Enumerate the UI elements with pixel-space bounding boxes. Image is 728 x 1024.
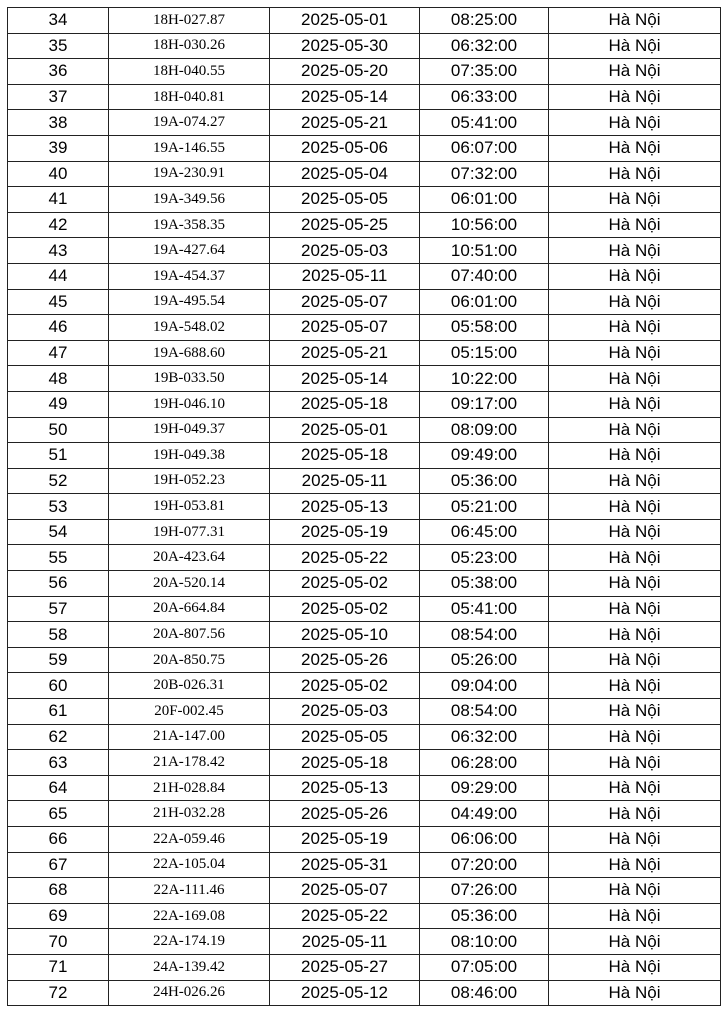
- license-plate-cell: 19H-049.38: [109, 443, 270, 469]
- violation-date-cell: 2025-05-19: [270, 827, 420, 853]
- violation-date-cell: 2025-05-21: [270, 110, 420, 136]
- license-plate-cell: 19A-454.37: [109, 263, 270, 289]
- violation-date-cell: 2025-05-25: [270, 212, 420, 238]
- table-row: [8, 443, 721, 469]
- license-plate-cell: 18H-027.87: [109, 8, 270, 34]
- row-number-cell: 62: [8, 724, 109, 750]
- table-row: [8, 417, 721, 443]
- violation-date-cell: 2025-05-01: [270, 8, 420, 34]
- license-plate-cell: 19B-033.50: [109, 366, 270, 392]
- violation-time-cell: 07:32:00: [420, 161, 549, 187]
- table-row: [8, 187, 721, 213]
- row-number-cell: 72: [8, 980, 109, 1006]
- violation-time-cell: 07:26:00: [420, 878, 549, 904]
- violation-date-cell: 2025-05-12: [270, 980, 420, 1006]
- violation-time-cell: 10:51:00: [420, 238, 549, 264]
- violation-time-cell: 06:32:00: [420, 33, 549, 59]
- violation-time-cell: 06:28:00: [420, 750, 549, 776]
- violation-time-cell: 06:01:00: [420, 187, 549, 213]
- violation-date-cell: 2025-05-26: [270, 801, 420, 827]
- table-row: [8, 699, 721, 725]
- row-number-cell: 49: [8, 391, 109, 417]
- table-row: [8, 263, 721, 289]
- violation-date-cell: 2025-05-06: [270, 135, 420, 161]
- row-number-cell: 39: [8, 135, 109, 161]
- violation-time-cell: 09:29:00: [420, 775, 549, 801]
- table-row: [8, 33, 721, 59]
- row-number-cell: 69: [8, 903, 109, 929]
- location-cell: Hà Nội: [549, 494, 721, 520]
- location-cell: Hà Nội: [549, 238, 721, 264]
- violation-time-cell: 08:46:00: [420, 980, 549, 1006]
- table-row: [8, 110, 721, 136]
- license-plate-cell: 24A-139.42: [109, 954, 270, 980]
- table-row: [8, 212, 721, 238]
- license-plate-cell: 21H-032.28: [109, 801, 270, 827]
- violation-time-cell: 06:32:00: [420, 724, 549, 750]
- violation-date-cell: 2025-05-02: [270, 673, 420, 699]
- table-row: [8, 980, 721, 1006]
- row-number-cell: 35: [8, 33, 109, 59]
- violation-time-cell: 06:01:00: [420, 289, 549, 315]
- violation-time-cell: 05:58:00: [420, 315, 549, 341]
- location-cell: Hà Nội: [549, 545, 721, 571]
- violation-time-cell: 09:49:00: [420, 443, 549, 469]
- row-number-cell: 68: [8, 878, 109, 904]
- violation-time-cell: 05:21:00: [420, 494, 549, 520]
- location-cell: Hà Nội: [549, 161, 721, 187]
- violation-date-cell: 2025-05-14: [270, 366, 420, 392]
- violation-time-cell: 07:05:00: [420, 954, 549, 980]
- violation-time-cell: 05:15:00: [420, 340, 549, 366]
- row-number-cell: 44: [8, 263, 109, 289]
- row-number-cell: 65: [8, 801, 109, 827]
- table-row: [8, 468, 721, 494]
- table-row: [8, 775, 721, 801]
- violation-time-cell: 05:38:00: [420, 571, 549, 597]
- license-plate-cell: 19A-074.27: [109, 110, 270, 136]
- violation-date-cell: 2025-05-18: [270, 391, 420, 417]
- license-plate-cell: 20A-850.75: [109, 647, 270, 673]
- row-number-cell: 34: [8, 8, 109, 34]
- violation-date-cell: 2025-05-20: [270, 59, 420, 85]
- table-row: [8, 827, 721, 853]
- row-number-cell: 53: [8, 494, 109, 520]
- license-plate-cell: 20B-026.31: [109, 673, 270, 699]
- row-number-cell: 55: [8, 545, 109, 571]
- violation-time-cell: 07:20:00: [420, 852, 549, 878]
- row-number-cell: 71: [8, 954, 109, 980]
- table-row: [8, 903, 721, 929]
- violation-date-cell: 2025-05-22: [270, 903, 420, 929]
- row-number-cell: 37: [8, 84, 109, 110]
- row-number-cell: 61: [8, 699, 109, 725]
- license-plate-cell: 19A-358.35: [109, 212, 270, 238]
- violation-date-cell: 2025-05-07: [270, 878, 420, 904]
- row-number-cell: 50: [8, 417, 109, 443]
- license-plate-cell: 18H-030.26: [109, 33, 270, 59]
- license-plate-cell: 22A-059.46: [109, 827, 270, 853]
- license-plate-cell: 22A-174.19: [109, 929, 270, 955]
- table-row: [8, 366, 721, 392]
- violation-time-cell: 09:04:00: [420, 673, 549, 699]
- location-cell: Hà Nội: [549, 954, 721, 980]
- table-row: [8, 545, 721, 571]
- license-plate-cell: 22A-105.04: [109, 852, 270, 878]
- location-cell: Hà Nội: [549, 852, 721, 878]
- location-cell: Hà Nội: [549, 187, 721, 213]
- table-row: [8, 8, 721, 34]
- license-plate-cell: 19A-146.55: [109, 135, 270, 161]
- license-plate-cell: 20A-807.56: [109, 622, 270, 648]
- license-plate-cell: 19H-049.37: [109, 417, 270, 443]
- violation-time-cell: 05:36:00: [420, 903, 549, 929]
- violation-date-cell: 2025-05-22: [270, 545, 420, 571]
- violation-time-cell: 08:25:00: [420, 8, 549, 34]
- table-row: [8, 238, 721, 264]
- row-number-cell: 40: [8, 161, 109, 187]
- violation-time-cell: 08:54:00: [420, 622, 549, 648]
- location-cell: Hà Nội: [549, 673, 721, 699]
- row-number-cell: 60: [8, 673, 109, 699]
- location-cell: Hà Nội: [549, 468, 721, 494]
- violation-time-cell: 10:56:00: [420, 212, 549, 238]
- violation-time-cell: 05:26:00: [420, 647, 549, 673]
- row-number-cell: 56: [8, 571, 109, 597]
- location-cell: Hà Nội: [549, 366, 721, 392]
- table-row: [8, 315, 721, 341]
- violation-date-cell: 2025-05-07: [270, 315, 420, 341]
- violation-date-cell: 2025-05-30: [270, 33, 420, 59]
- row-number-cell: 70: [8, 929, 109, 955]
- table-row: [8, 340, 721, 366]
- table-row: [8, 622, 721, 648]
- table-row: [8, 519, 721, 545]
- violation-date-cell: 2025-05-03: [270, 699, 420, 725]
- row-number-cell: 58: [8, 622, 109, 648]
- row-number-cell: 59: [8, 647, 109, 673]
- license-plate-cell: 19A-548.02: [109, 315, 270, 341]
- violation-date-cell: 2025-05-02: [270, 596, 420, 622]
- location-cell: Hà Nội: [549, 8, 721, 34]
- license-plate-cell: 22A-169.08: [109, 903, 270, 929]
- violation-date-cell: 2025-05-13: [270, 775, 420, 801]
- violations-table: [7, 7, 721, 1006]
- violation-date-cell: 2025-05-04: [270, 161, 420, 187]
- violation-date-cell: 2025-05-05: [270, 187, 420, 213]
- table-row: [8, 571, 721, 597]
- license-plate-cell: 21H-028.84: [109, 775, 270, 801]
- row-number-cell: 43: [8, 238, 109, 264]
- table-row: [8, 135, 721, 161]
- violation-date-cell: 2025-05-05: [270, 724, 420, 750]
- row-number-cell: 57: [8, 596, 109, 622]
- row-number-cell: 63: [8, 750, 109, 776]
- row-number-cell: 52: [8, 468, 109, 494]
- location-cell: Hà Nội: [549, 596, 721, 622]
- violation-time-cell: 10:22:00: [420, 366, 549, 392]
- table-row: [8, 673, 721, 699]
- location-cell: Hà Nội: [549, 571, 721, 597]
- violation-date-cell: 2025-05-13: [270, 494, 420, 520]
- location-cell: Hà Nội: [549, 647, 721, 673]
- violation-time-cell: 06:33:00: [420, 84, 549, 110]
- row-number-cell: 54: [8, 519, 109, 545]
- row-number-cell: 47: [8, 340, 109, 366]
- license-plate-cell: 20A-520.14: [109, 571, 270, 597]
- violation-date-cell: 2025-05-01: [270, 417, 420, 443]
- row-number-cell: 36: [8, 59, 109, 85]
- violation-date-cell: 2025-05-19: [270, 519, 420, 545]
- license-plate-cell: 19H-046.10: [109, 391, 270, 417]
- table-row: [8, 750, 721, 776]
- violation-time-cell: 07:35:00: [420, 59, 549, 85]
- license-plate-cell: 20A-664.84: [109, 596, 270, 622]
- table-row: [8, 289, 721, 315]
- violation-time-cell: 05:41:00: [420, 596, 549, 622]
- license-plate-cell: 18H-040.81: [109, 84, 270, 110]
- location-cell: Hà Nội: [549, 212, 721, 238]
- violation-date-cell: 2025-05-18: [270, 443, 420, 469]
- violation-time-cell: 05:41:00: [420, 110, 549, 136]
- license-plate-cell: 18H-040.55: [109, 59, 270, 85]
- row-number-cell: 66: [8, 827, 109, 853]
- table-row: [8, 596, 721, 622]
- table-row: [8, 801, 721, 827]
- violation-date-cell: 2025-05-03: [270, 238, 420, 264]
- violation-time-cell: 09:17:00: [420, 391, 549, 417]
- table-row: [8, 724, 721, 750]
- location-cell: Hà Nội: [549, 622, 721, 648]
- row-number-cell: 46: [8, 315, 109, 341]
- location-cell: Hà Nội: [549, 340, 721, 366]
- violation-date-cell: 2025-05-11: [270, 929, 420, 955]
- violation-time-cell: 05:36:00: [420, 468, 549, 494]
- violation-date-cell: 2025-05-11: [270, 468, 420, 494]
- table-row: [8, 852, 721, 878]
- location-cell: Hà Nội: [549, 827, 721, 853]
- license-plate-cell: 20F-002.45: [109, 699, 270, 725]
- location-cell: Hà Nội: [549, 775, 721, 801]
- location-cell: Hà Nội: [549, 263, 721, 289]
- table-row: [8, 84, 721, 110]
- license-plate-cell: 20A-423.64: [109, 545, 270, 571]
- table-row: [8, 494, 721, 520]
- license-plate-cell: 24H-026.26: [109, 980, 270, 1006]
- location-cell: Hà Nội: [549, 980, 721, 1006]
- row-number-cell: 41: [8, 187, 109, 213]
- violation-time-cell: 07:40:00: [420, 263, 549, 289]
- location-cell: Hà Nội: [549, 135, 721, 161]
- violation-date-cell: 2025-05-02: [270, 571, 420, 597]
- location-cell: Hà Nội: [549, 33, 721, 59]
- license-plate-cell: 21A-178.42: [109, 750, 270, 776]
- row-number-cell: 38: [8, 110, 109, 136]
- violation-date-cell: 2025-05-14: [270, 84, 420, 110]
- violation-date-cell: 2025-05-27: [270, 954, 420, 980]
- row-number-cell: 45: [8, 289, 109, 315]
- row-number-cell: 51: [8, 443, 109, 469]
- table-row: [8, 59, 721, 85]
- violation-time-cell: 05:23:00: [420, 545, 549, 571]
- row-number-cell: 64: [8, 775, 109, 801]
- violation-time-cell: 08:10:00: [420, 929, 549, 955]
- location-cell: Hà Nội: [549, 724, 721, 750]
- table-row: [8, 161, 721, 187]
- location-cell: Hà Nội: [549, 84, 721, 110]
- row-number-cell: 67: [8, 852, 109, 878]
- violation-time-cell: 06:07:00: [420, 135, 549, 161]
- violation-date-cell: 2025-05-21: [270, 340, 420, 366]
- violation-time-cell: 06:06:00: [420, 827, 549, 853]
- table-row: [8, 929, 721, 955]
- location-cell: Hà Nội: [549, 110, 721, 136]
- location-cell: Hà Nội: [549, 519, 721, 545]
- violation-time-cell: 08:54:00: [420, 699, 549, 725]
- table-row: [8, 391, 721, 417]
- row-number-cell: 48: [8, 366, 109, 392]
- row-number-cell: 42: [8, 212, 109, 238]
- location-cell: Hà Nội: [549, 417, 721, 443]
- violation-date-cell: 2025-05-18: [270, 750, 420, 776]
- location-cell: Hà Nội: [549, 289, 721, 315]
- violation-date-cell: 2025-05-31: [270, 852, 420, 878]
- license-plate-cell: 19A-230.91: [109, 161, 270, 187]
- table-row: [8, 878, 721, 904]
- violation-time-cell: 08:09:00: [420, 417, 549, 443]
- table-body: [8, 8, 721, 1006]
- violation-date-cell: 2025-05-10: [270, 622, 420, 648]
- license-plate-cell: 19H-077.31: [109, 519, 270, 545]
- violation-time-cell: 06:45:00: [420, 519, 549, 545]
- license-plate-cell: 19H-053.81: [109, 494, 270, 520]
- location-cell: Hà Nội: [549, 801, 721, 827]
- location-cell: Hà Nội: [549, 878, 721, 904]
- table-row: [8, 954, 721, 980]
- location-cell: Hà Nội: [549, 59, 721, 85]
- license-plate-cell: 21A-147.00: [109, 724, 270, 750]
- violation-time-cell: 04:49:00: [420, 801, 549, 827]
- license-plate-cell: 19H-052.23: [109, 468, 270, 494]
- location-cell: Hà Nội: [549, 443, 721, 469]
- location-cell: Hà Nội: [549, 391, 721, 417]
- location-cell: Hà Nội: [549, 315, 721, 341]
- location-cell: Hà Nội: [549, 929, 721, 955]
- location-cell: Hà Nội: [549, 750, 721, 776]
- license-plate-cell: 19A-495.54: [109, 289, 270, 315]
- license-plate-cell: 19A-349.56: [109, 187, 270, 213]
- license-plate-cell: 22A-111.46: [109, 878, 270, 904]
- table-row: [8, 647, 721, 673]
- violation-date-cell: 2025-05-11: [270, 263, 420, 289]
- violation-date-cell: 2025-05-07: [270, 289, 420, 315]
- license-plate-cell: 19A-427.64: [109, 238, 270, 264]
- location-cell: Hà Nội: [549, 903, 721, 929]
- license-plate-cell: 19A-688.60: [109, 340, 270, 366]
- location-cell: Hà Nội: [549, 699, 721, 725]
- violation-date-cell: 2025-05-26: [270, 647, 420, 673]
